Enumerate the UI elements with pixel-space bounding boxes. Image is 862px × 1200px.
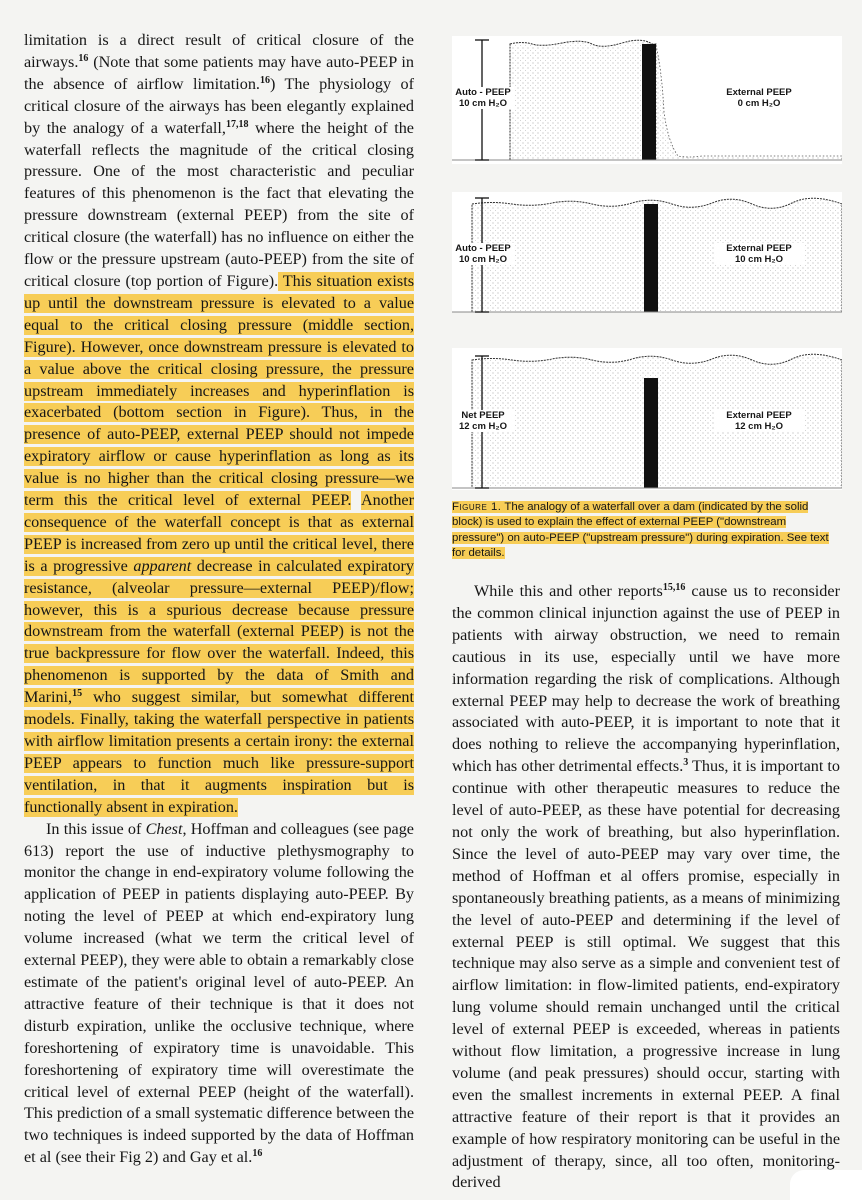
panel-3-left-label [452, 410, 514, 432]
emphasis: apparent [133, 556, 192, 575]
caption-highlight [452, 501, 829, 559]
label-line: External PEEP [726, 243, 792, 254]
label-line: 12 cm H₂O [458, 421, 508, 432]
label-line: 10 cm H₂O [458, 254, 508, 265]
text-run: ) The physiology of critical closure of the airways has been elegantly explained by the analogy of a waterfall, [24, 74, 414, 137]
panel-1-left-label [452, 87, 514, 109]
panel-3-right-label [714, 410, 804, 432]
label-line: Net PEEP [461, 410, 505, 421]
citation: 16 [252, 1148, 263, 1160]
text-run: , Hoffman and colleagues (see page 613) report the use of inductive plethysmography to monitor the change in end-expiratory volume following the application of PEEP in patients displaying auto-PEEP. By noting the level of PEEP at which end-expiratory lung volume increased (what we term the critical level of external PEEP), they were able to obtain a remarkably close estimate of the patient's original level of auto-PEEP. An attractive feature of their technique is that it does not disturb expiration, unlike the occlusive technique, where foreshortening of expiratory time is unavoidable. This foreshortening of expiratory time will overestimate the critical level of external PEEP (height of the waterfall). This prediction of a small systematic difference between the two techniques is indeed supported by the data of Hoffman et al (see their Fig 2) and Gay et al. [24, 819, 414, 1167]
label-line: Auto - PEEP [455, 243, 511, 254]
text-run: limitation is a direct result of critical closure of the airways. [24, 31, 414, 71]
label-line: 12 cm H₂O [734, 421, 784, 432]
text-run: who suggest similar, but somewhat different models. Finally, taking the waterfall perspective in patients with airflow limitation presents a certain irony: the external PEEP appears to function much like pressure-support ventilation, in that it augments inspiration but is functionally absent in expiration. [24, 688, 414, 816]
caption-label: Figure 1. [452, 501, 502, 513]
page-corner [790, 1170, 862, 1200]
citation: 15 [72, 688, 83, 700]
panel-2-left-label [452, 243, 514, 265]
citation: 16 [78, 52, 89, 64]
text-run: Thus, it is important to continue with other therapeutic measures to reduce the level of auto-PEEP, as these have potential for decreasing not only the work of breathing, but also hyperinflation. Since the level of auto-PEEP may vary over time, the method of Hoffman et al offers promise, especially in spontaneously breathing patients, as a means of minimizing the level of auto-PEEP and determining if the level of external PEEP is still optimal. We suggest that this technique may also serve as a simple and convenient test of airflow limitation: in flow-limited patients, end-expiratory lung volume should remain unchanged until the critical level of external PEEP is exceeded, whereas in patients without flow limitation, a progressive increase in lung volume (and peak pressures) should occur, starting with even the smallest increments in external PEEP. A final attractive feature of their report is that it provides an example of how respiratory monitoring can be useful in the adjustment of therapy, since, all too often, monitoring-derived [452, 757, 841, 1192]
paragraph-waterfall [24, 30, 414, 819]
text-run: decrease in calculated expiratory resistance, (alveolar pressure—external PEEP)/flow; however, this is a spurious decrease because pressure downstream from the waterfall (external PEEP) is not the true backpressure for flow over the waterfall. Indeed, this phenomenon is supported by the data of Smith and Marini, [24, 556, 414, 707]
label-line: Auto - PEEP [455, 87, 511, 98]
left-column [24, 30, 414, 1169]
caption-text: The analogy of a waterfall over a dam (indicated by the solid block) is used to explain the effect of external PEEP ("downstream pressure") on auto-PEEP ("upstream pressure") during expiration. See text for details. [452, 501, 829, 559]
citation: 16 [259, 74, 270, 86]
highlight-1: This situation exists up until the downstream pressure is elevated to a value equal to the critical closing pressure (middle section, Figure). However, once downstream pressure is elevated to a value above the critical closing pressure, the pressure upstream immediately increases and hyperinflation is exacerbated (bottom section in Figure). Thus, in the presence of auto-PEEP, external PEEP should not impede expiratory airflow or cause hyperinflation as long as its value is no higher than the critical closing pressure—we term this the critical level of external PEEP. [24, 271, 414, 510]
panel-1-right-label [714, 87, 804, 109]
label-line: 0 cm H₂O [737, 98, 781, 109]
emphasis: Chest [145, 819, 183, 838]
citation: 15,16 [662, 582, 686, 593]
text-run: (Note that some patients may have auto-PEEP in the absence of airflow limitation. [24, 52, 414, 93]
waterfall-figure [452, 32, 842, 502]
text-run: Another consequence of the waterfall concept is that as external PEEP is increased from zero up until the critical level, there is a progressive [24, 491, 414, 575]
highlight-2 [24, 491, 414, 817]
label-line: External PEEP [726, 410, 792, 421]
citation: 3 [683, 757, 689, 769]
text-run [351, 491, 360, 509]
right-column [452, 581, 840, 1194]
label-line: External PEEP [726, 87, 792, 98]
figure-caption [452, 500, 840, 561]
label-line: 10 cm H₂O [734, 254, 784, 265]
paragraph-caution [452, 581, 840, 1194]
text-run: where the height of the waterfall reflects the magnitude of the critical closing pressure. One of the most characteristic and peculiar features of this phenomenon is the fact that elevating the pressure downstream (external PEEP) from the site of critical closure (the waterfall) has no influence on either the flow or the pressure upstream (auto-PEEP) from the site of critical closure (top portion of Figure). [24, 118, 414, 290]
label-line: 10 cm H₂O [458, 98, 508, 109]
text-run: In this issue of [46, 819, 146, 838]
panel-2-right-label [714, 243, 804, 265]
citation: 17,18 [225, 118, 249, 130]
paragraph-hoffman [24, 819, 414, 1170]
text-run: While this and other reports [474, 582, 663, 600]
text-run: cause us to reconsider the common clinical injunction against the use of PEEP in patients with airway obstruction, we need to remain cautious in its use, especially until we have more information regarding the risk of complications. Although external PEEP may help to decrease the work of breathing associated with auto-PEEP, it is important to note that it does nothing to relieve the accompanying hyperinflation, which has other detrimental effects. [452, 582, 840, 776]
